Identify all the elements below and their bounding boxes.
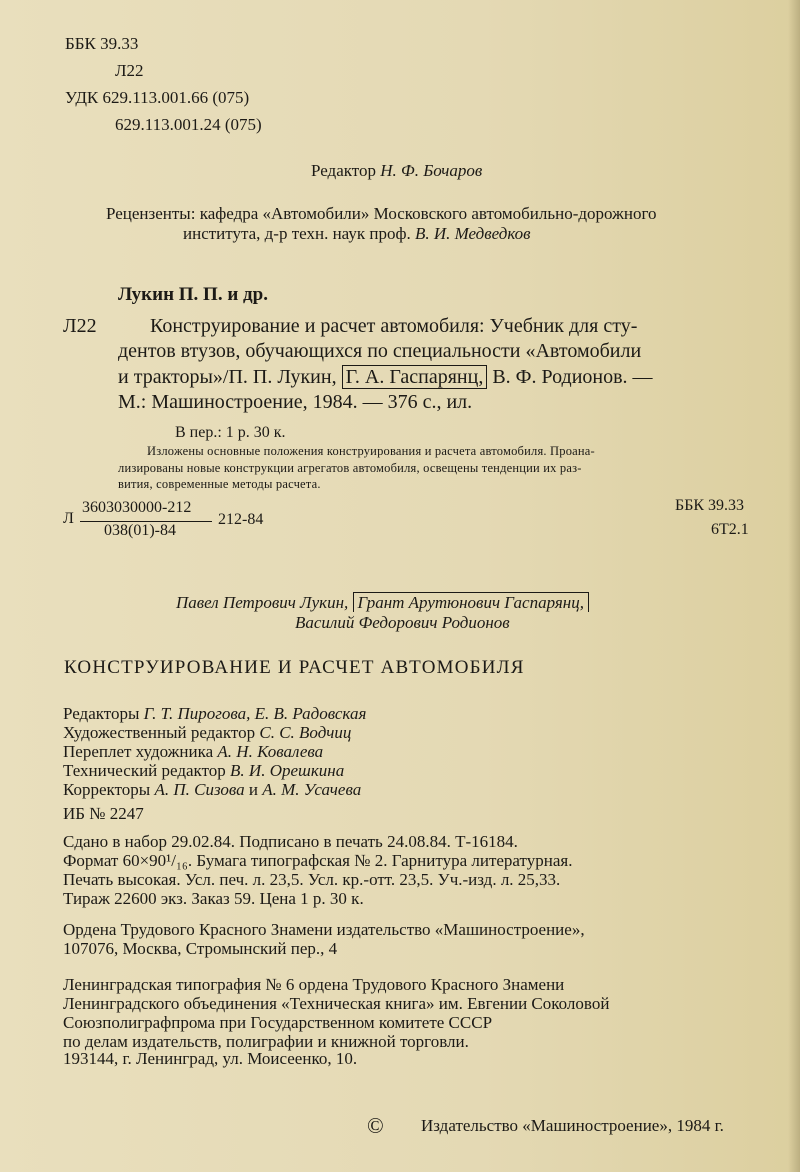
printer-line-5: 193144, г. Ленинград, ул. Моисеенко, 10. (63, 1049, 358, 1068)
page-edge-shadow (788, 0, 800, 1172)
editor-line (311, 161, 482, 181)
credits-art-editor (63, 723, 351, 743)
cover-name: А. Н. Ковалева (217, 742, 324, 761)
abstract-line-2: лизированы новые конструкции агрегатов автомобиля, освещены тенденции их раз- (118, 461, 582, 475)
bbk-right: ББК 39.33 (675, 497, 745, 514)
abstract-line-1: Изложены основные положения конструирования и расчета автомобиля. Проана- (147, 444, 595, 458)
ib-number: ИБ № 2247 (63, 804, 144, 823)
editors-names: Г. Т. Пирогова, Е. В. Радовская (143, 704, 367, 723)
print-info-line-3: Печать высокая. Усл. печ. л. 23,5. Усл. кр.-отт. 23,5. Уч.-изд. л. 25,33. (63, 870, 561, 889)
catalog-price: В пер.: 1 р. 30 к. (175, 424, 286, 441)
catalog-title-line-3b: В. Ф. Родионов. — (492, 366, 653, 388)
reviewers-prefix: института, д-р техн. наук проф. (183, 224, 411, 243)
tech-editor-label: Технический редактор (63, 761, 226, 780)
catalog-authors: Лукин П. П. и др. (118, 284, 268, 305)
catalog-code: Л22 (63, 315, 97, 337)
credits-editors (63, 704, 366, 724)
art-editor-name: С. С. Водчиц (259, 723, 352, 742)
correctors-and: и (248, 780, 258, 799)
catalog-title-line-4: М.: Машиностроение, 1984. — 376 с., ил. (118, 391, 473, 413)
credits-tech-editor (63, 761, 344, 781)
author-mark: Л22 (115, 61, 144, 80)
corrector-name-1: А. П. Сизова (154, 780, 245, 799)
index-suffix: 212-84 (218, 511, 264, 528)
index-numerator: 3603030000-212 (82, 499, 192, 516)
catalog-boxed-author: Г. А. Гаспарянц, (342, 365, 488, 389)
print-info-line-2: Формат 60×90¹/₁₆. Бумага типографская № 2. Гарнитура литературная. (63, 851, 573, 870)
author-name-3: Василий Федорович Родионов (295, 613, 510, 632)
catalog-title-line-3 (118, 366, 653, 389)
printer-line-1: Ленинградская типография № 6 ордена Трудового Красного Знамени (63, 975, 565, 994)
udk-code-2: 629.113.001.24 (075) (115, 115, 262, 134)
class-right: 6Т2.1 (711, 521, 749, 538)
author-name-1: Павел Петрович Лукин, (176, 593, 349, 612)
corrector-name-2: А. М. Усачева (262, 780, 362, 799)
reviewer-name: В. И. Медведков (414, 224, 531, 243)
printer-line-2: Ленинградского объединения «Техническая книга» им. Евгении Соколовой (63, 994, 610, 1013)
reviewers-line-2 (183, 224, 531, 244)
index-denominator: 038(01)-84 (104, 522, 176, 539)
cover-label: Переплет художника (63, 742, 214, 761)
tech-editor-name: В. И. Орешкина (230, 761, 345, 780)
editor-name: Н. Ф. Бочаров (380, 161, 483, 180)
editor-label: Редактор (311, 161, 376, 180)
index-letter: Л (63, 510, 74, 527)
author-name-2-boxed: Грант Арутюнович Гаспарянц, (353, 592, 589, 612)
authors-full-line-1 (176, 593, 589, 613)
publisher-line-1: Ордена Трудового Красного Знамени издательство «Машиностроение», (63, 920, 585, 939)
print-info-line-1: Сдано в набор 29.02.84. Подписано в печать 24.08.84. Т-16184. (63, 832, 518, 851)
udk-code-1: УДК 629.113.001.66 (075) (65, 88, 250, 107)
print-info-line-4: Тираж 22600 экз. Заказ 59. Цена 1 р. 30 к. (63, 889, 364, 908)
copyright-text: Издательство «Машиностроение», 1984 г. (421, 1116, 724, 1135)
reviewers-line-1: Рецензенты: кафедра «Автомобили» Московского автомобильно-дорожного (106, 204, 657, 223)
catalog-title-line-2: дентов втузов, обучающихся по специальности «Автомобили (118, 340, 642, 362)
bbk-code: ББК 39.33 (65, 34, 139, 53)
credits-cover (63, 742, 323, 762)
abstract-line-3: вития, современные методы расчета. (118, 477, 321, 491)
catalog-title-line-3a: и тракторы»/П. П. Лукин, (118, 366, 337, 388)
copyright-icon: © (367, 1113, 384, 1138)
editors-label: Редакторы (63, 704, 140, 723)
printer-line-4: по делам издательств, полиграфии и книжной торговли. (63, 1032, 469, 1051)
art-editor-label: Художественный редактор (63, 723, 256, 742)
printer-line-3: Союзполиграфпрома при Государственном комитете СССР (63, 1013, 493, 1032)
correctors-label: Корректоры (63, 780, 151, 799)
book-title: КОНСТРУИРОВАНИЕ И РАСЧЕТ АВТОМОБИЛЯ (64, 657, 525, 678)
catalog-title-line-1: Конструирование и расчет автомобиля: Учебник для сту- (150, 315, 638, 337)
credits-correctors (63, 780, 361, 800)
publisher-line-2: 107076, Москва, Стромынский пер., 4 (63, 939, 338, 958)
